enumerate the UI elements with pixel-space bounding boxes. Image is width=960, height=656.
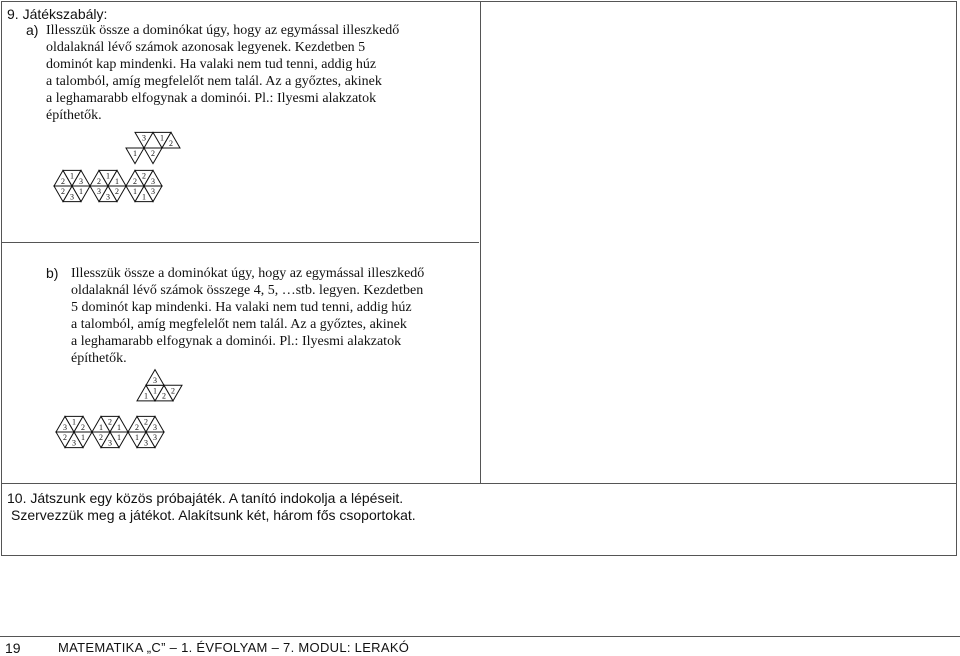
domino-number: 1 — [115, 176, 119, 186]
page-footer — [0, 636, 960, 655]
text-line: építhetők. — [46, 108, 102, 123]
task-10 — [7, 490, 416, 524]
domino-number: 2 — [99, 433, 103, 443]
row-divider-bottom — [2, 483, 956, 484]
domino-number: 1 — [135, 433, 139, 443]
domino-number: 3 — [72, 438, 76, 448]
domino-number: 1 — [160, 133, 164, 143]
domino-number: 2 — [61, 187, 65, 197]
domino-number: 3 — [63, 422, 67, 432]
text-line: a leghamarabb elfogynak a dominói. Pl.: Ilyesmi alakzatok — [71, 334, 402, 349]
text-line: építhetők. — [71, 351, 127, 366]
domino-number: 3 — [70, 192, 74, 202]
text-line: 5 dominót kap mindenki. Ha valaki nem tud tenni, addig húz — [71, 300, 412, 315]
domino-number: 2 — [142, 171, 146, 181]
task-table — [1, 1, 957, 556]
domino-number: 3 — [153, 422, 157, 432]
item-label-b: b) — [46, 265, 59, 281]
domino-number: 1 — [133, 187, 137, 197]
task-9b-text — [71, 265, 424, 367]
text-line: Illesszük össze a dominókat úgy, hogy az egymással illeszkedő — [71, 266, 425, 281]
domino-number: 1 — [79, 187, 83, 197]
domino-number: 2 — [133, 176, 137, 186]
domino-number: 2 — [108, 417, 112, 427]
footer-title: MATEMATIKA „C” – 1. ÉVFOLYAM – 7. MODUL: LERAKÓ — [58, 640, 410, 655]
domino-figure-a — [52, 120, 192, 220]
footer-rule — [0, 636, 960, 637]
domino-number: 1 — [72, 417, 76, 427]
domino-number: 2 — [115, 187, 119, 197]
domino-number: 3 — [153, 433, 157, 443]
domino-number: 1 — [117, 433, 121, 443]
task-9a-text — [46, 22, 399, 124]
domino-number: 3 — [108, 438, 112, 448]
domino-number: 2 — [169, 138, 173, 148]
domino-number: 3 — [144, 438, 148, 448]
domino-number: 1 — [99, 422, 103, 432]
column-divider — [480, 2, 481, 484]
item-label-a: a) — [26, 22, 39, 38]
domino-number: 2 — [81, 422, 85, 432]
domino-number: 1 — [81, 433, 85, 443]
text-line: a leghamarabb elfogynak a dominói. Pl.: Ilyesmi alakzatok — [46, 91, 377, 106]
domino-number: 3 — [106, 192, 110, 202]
page-number: 19 — [5, 640, 21, 656]
text-line: oldalaknál lévő számok összege 4, 5, …stb. legyen. Kezdetben — [71, 283, 424, 298]
text-line: a talomból, amíg megfelelőt nem talál. Az a győztes, akinek — [46, 74, 382, 89]
domino-number: 2 — [97, 176, 101, 186]
text-line: dominót kap mindenki. Ha valaki nem tud tenni, addig húz — [46, 57, 377, 72]
domino-number: 3 — [97, 187, 101, 197]
text-line: 10. Játszunk egy közös próbajáték. A tanító indokolja a lépéseit. — [7, 490, 404, 506]
domino-number: 3 — [153, 376, 157, 385]
domino-figure-b — [54, 368, 194, 468]
domino-number: 1 — [153, 386, 157, 396]
domino-number: 2 — [151, 149, 155, 159]
domino-number: 1 — [70, 171, 74, 181]
domino-number: 2 — [162, 391, 166, 401]
domino-number: 2 — [171, 386, 175, 396]
domino-number: 3 — [151, 187, 155, 197]
domino-number: 3 — [79, 176, 83, 186]
text-line: a talomból, amíg megfelelőt nem talál. Az a győztes, akinek — [71, 317, 407, 332]
domino-number: 1 — [106, 171, 110, 181]
domino-number: 2 — [144, 417, 148, 427]
domino-number: 3 — [151, 176, 155, 186]
row-divider — [2, 242, 479, 243]
domino-number: 2 — [135, 422, 139, 432]
domino-number: 2 — [61, 176, 65, 186]
domino-number: 3 — [142, 133, 146, 143]
domino-number: 1 — [133, 149, 137, 159]
domino-number: 1 — [144, 391, 148, 401]
text-line: Szervezzük meg a játékot. Alakítsunk két, három fős csoportokat. — [11, 507, 416, 523]
domino-number: 2 — [63, 433, 67, 443]
domino-number: 1 — [142, 192, 146, 202]
text-line: oldalaknál lévő számok azonosak legyenek. Kezdetben 5 — [46, 40, 366, 55]
domino-number: 1 — [117, 422, 121, 432]
text-line: Illesszük össze a dominókat úgy, hogy az egymással illeszkedő — [46, 23, 400, 38]
task-9-title: 9. Játékszabály: — [7, 6, 108, 22]
